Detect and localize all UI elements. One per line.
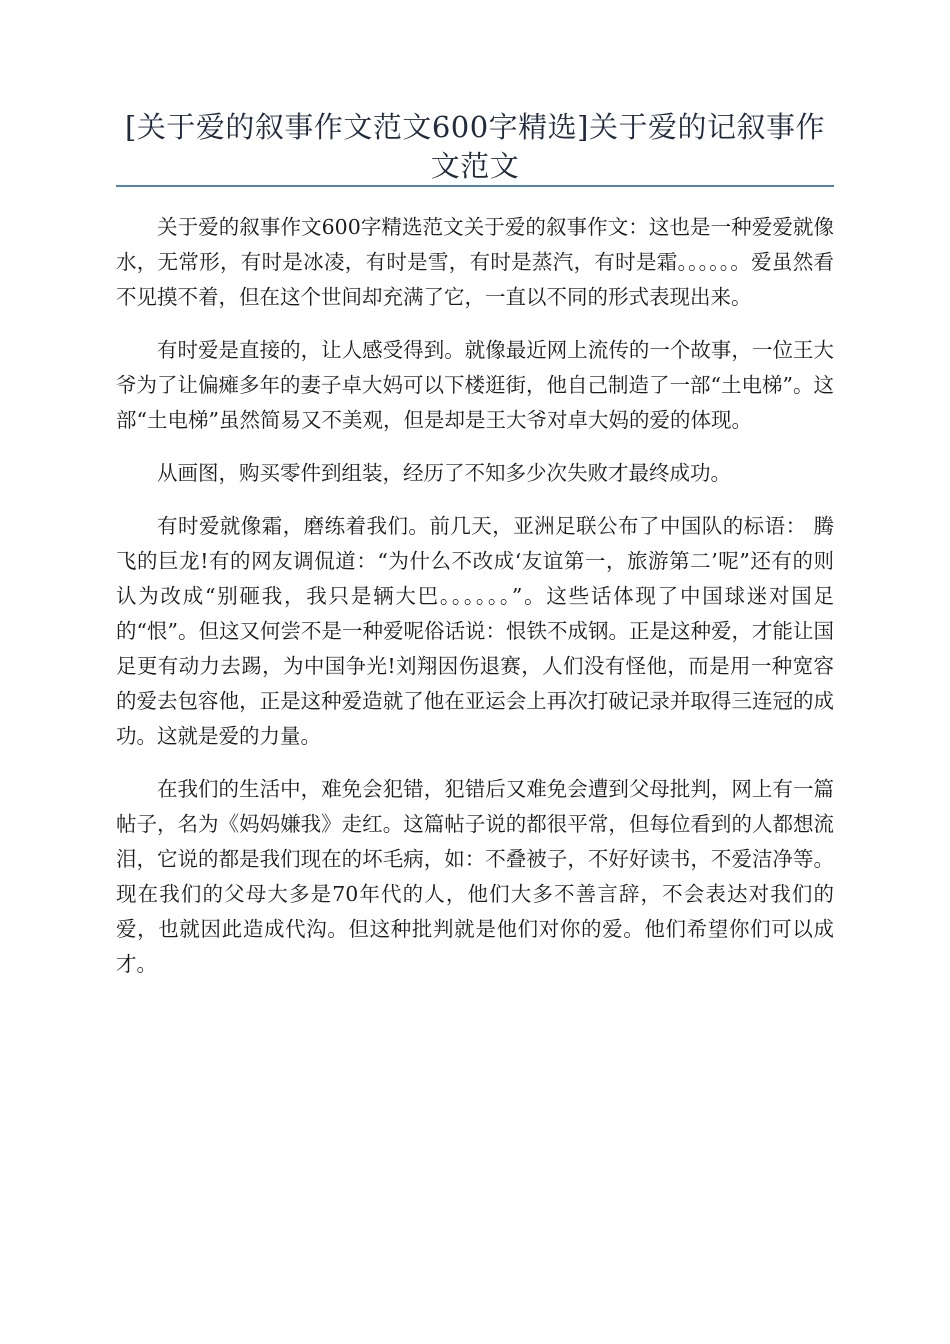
paragraph-2: 有时爱是直接的，让人感受得到。就像最近网上流传的一个故事，一位王大爷为了让偏瘫多年的妻子卓大妈可以下楼逛街，他自己制造了一部“土电梯”。这部“土电梯”虽然简易又不美观，但是却是王大爷对卓大妈的爱的体现。 xyxy=(116,338,834,432)
document-body xyxy=(116,210,834,1000)
paragraph-5: 在我们的生活中，难免会犯错，犯错后又难免会遭到父母批判，网上有一篇帖子，名为《妈妈嫌我》走红。这篇帖子说的都很平常，但每位看到的人都想流泪，它说的都是我们现在的坏毛病，如：不叠被子，不好好读书，不爱洁净等。现在我们的父母大多是70年代的人，他们大多不善言辞，不会表达对我们的爱，也就因此造成代沟。但这种批判就是他们对你的爱。他们希望你们可以成才。 xyxy=(116,777,834,976)
paragraph-1: 关于爱的叙事作文600字精选范文关于爱的叙事作文：这也是一种爱爱就像水，无常形，有时是冰凌，有时是雪，有时是蒸汽，有时是霜。。。。。。爱虽然看不见摸不着，但在这个世间却充满了它，一直以不同的形式表现出来。 xyxy=(116,215,834,309)
page-title: [关于爱的叙事作文范文600字精选]关于爱的记叙事作文范文 xyxy=(125,110,825,183)
title-divider xyxy=(116,185,834,187)
paragraph-3: 从画图，购买零件到组装，经历了不知多少次失败才最终成功。 xyxy=(157,461,731,485)
paragraph-4: 有时爱就像霜，磨练着我们。前几天，亚洲足联公布了中国队的标语： 腾飞的巨龙!有的网友调侃道：“为什么不改成‘友谊第一，旅游第二’呢”还有的则认为改成“别砸我，我只是辆大巴。。。。。。”。这些话体现了中国球迷对国足的“恨”。但这又何尝不是一种爱呢俗话说：恨铁不成钢。正是这种爱，才能让国足更有动力去踢，为中国争光!刘翔因伤退赛，人们没有怪他，而是用一种宽容的爱去包容他，正是这种爱造就了他在亚运会上再次打破记录并取得三连冠的成功。这就是爱的力量。 xyxy=(116,514,834,748)
